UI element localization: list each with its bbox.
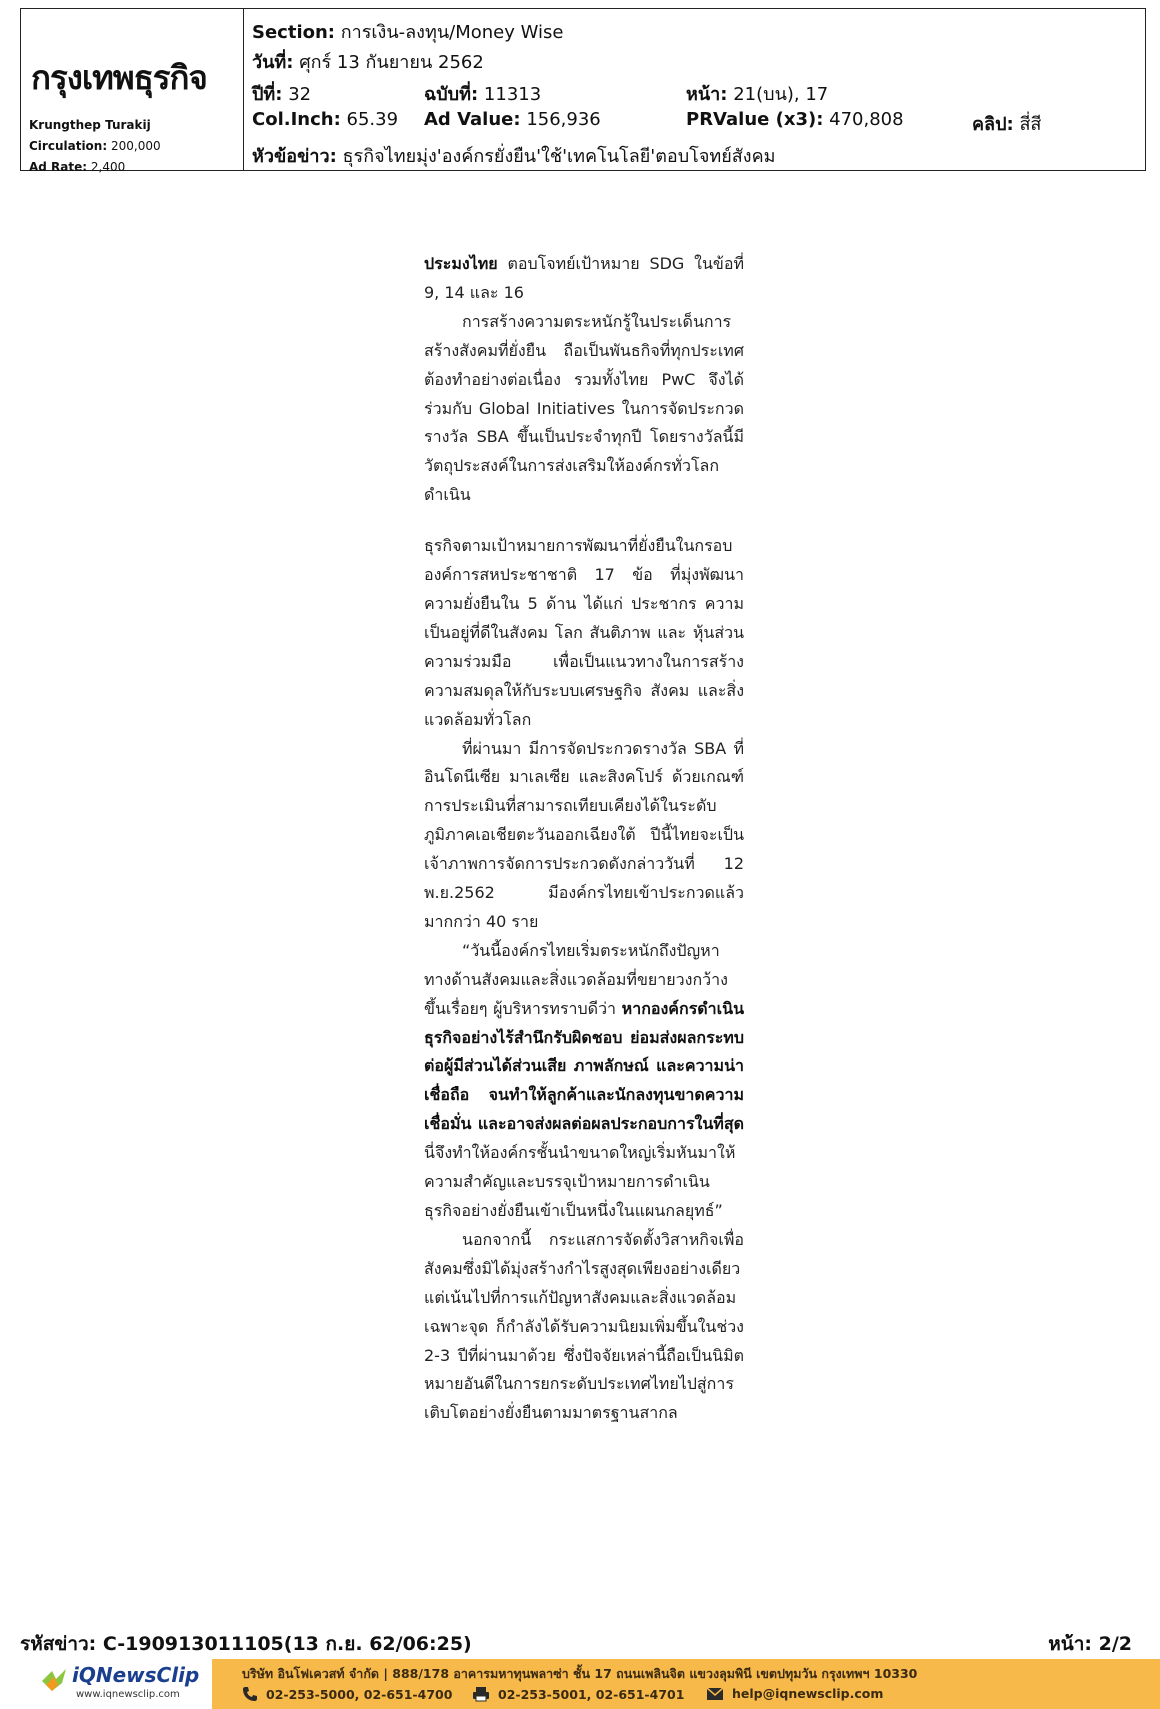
- footer-logo[interactable]: [0, 1659, 212, 1709]
- headline-value: ธุรกิจไทยมุ่ง'องค์กรยั่งยืน'ใช้'เทคโนโลยี'ตอบโจทย์สังคม: [342, 146, 776, 167]
- logo-wordmark: iQNewsClip: [72, 1663, 200, 1687]
- iqnewsclip-logo-icon: [40, 1667, 70, 1693]
- date-row: วันที่: ศุกร์ 13 กันยายน 2562: [252, 52, 484, 73]
- phone-contact: 02-253-5000, 02-651-4700: [242, 1686, 452, 1702]
- column-break: [424, 510, 744, 532]
- clipping-details: [244, 9, 1145, 170]
- company-info: [212, 1659, 1160, 1709]
- email-icon: [706, 1687, 724, 1701]
- year-value: 32: [288, 84, 312, 105]
- phone-icon: [242, 1686, 258, 1702]
- logo-url[interactable]: www.iqnewsclip.com: [76, 1689, 180, 1700]
- article-paragraph: ที่ผ่านมา มีการจัดประกวดรางวัล SBA ที่อินโดนีเซีย มาเลเซีย และสิงคโปร์ ด้วยเกณฑ์การประเมินที่สามารถเทียบเคียงได้ในระดับภูมิภาคเอเชียตะวันออกเฉียงใต้ ปีนี้ไทยจะเป็นเจ้าภาพการจัดการประกวดดังกล่าววันที่ 12 พ.ย.2562 มีองค์กรไทยเข้าประกวดแล้วมากกว่า 40 ราย: [424, 738, 744, 931]
- email-contact[interactable]: help@iqnewsclip.com: [706, 1686, 883, 1701]
- value-row: Col.Inch: 65.39 Ad Value: 156,936 PRValue (x3): 470,808 คลิป: สี่สี: [252, 109, 1042, 135]
- publication-name-en: Krungthep Turakij: [29, 118, 151, 132]
- article-emphasis: หากองค์กรดำเนินธุรกิจอย่างไร้สำนึกรับผิดชอบ ย่อมส่งผลกระทบต่อผู้มีส่วนได้ส่วนเสีย ภาพลักษณ์ และความน่าเชื่อถือ จนทำให้ลูกค้าและนักลงทุนขาดความเชื่อมั่น และอาจส่งผลต่อผลประกอบการในที่สุด: [424, 998, 744, 1134]
- clip-value: สี่สี: [1019, 114, 1042, 135]
- ad-value: 156,936: [526, 109, 601, 130]
- date-value: ศุกร์ 13 กันยายน 2562: [299, 52, 484, 73]
- fax-icon: [472, 1686, 490, 1702]
- circulation-value: 200,000: [110, 139, 161, 153]
- article-quote-paragraph: “วันนี้องค์กรไทยเริ่มตระหนักถึงปัญหาทางด้านสังคมและสิ่งแวดล้อมที่ขยายวงกว้างขึ้นเรื่อยๆ ผู้บริหารทราบดีว่า หากองค์กรดำเนินธุรกิจอย่างไร้สำนึกรับผิดชอบ ย่อมส่งผลกระทบต่อผู้มีส่วนได้ส่วนเสีย ภาพลักษณ์ และความน่าเชื่อถือ จนทำให้ลูกค้าและนักลงทุนขาดความเชื่อมั่น และอาจส่งผลต่อผลประกอบการในที่สุด นี่จึงทำให้องค์กรชั้นนำขนาดใหญ่เริ่มหันมาให้ความสำคัญและบรรจุเป้าหมายการดำเนินธุรกิจอย่างยั่งยืนเข้าเป็นหนึ่งในแผนกลยุทธ์”: [424, 940, 744, 1220]
- company-address: บริษัท อินโฟเควสท์ จำกัด | 888/178 อาคารมหาทุนพลาซ่า ชั้น 17 ถนนเพลินจิต แขวงลุมพินี เขตปทุมวัน กรุงเทพฯ 10330: [242, 1666, 918, 1681]
- publication-name: กรุงเทพธุรกิจ: [31, 58, 207, 97]
- issue-value: 11313: [483, 84, 542, 105]
- section-value: การเงิน-ลงทุน/Money Wise: [340, 22, 564, 43]
- issue-row: ปีที่: 32 ฉบับที่: 11313 หน้า: 21(บน), 17: [252, 84, 829, 105]
- page-indicator: หน้า: 2/2: [1048, 1633, 1132, 1655]
- article-paragraph: นอกจากนี้ กระแสการจัดตั้งวิสาหกิจเพื่อสังคมซึ่งมิได้มุ่งสร้างกำไรสูงสุดเพียงอย่างเดียว แต่เน้นไปที่การแก้ปัญหาสังคมและสิ่งแวดล้อมเฉพาะจุด ก็กำลังได้รับความนิยมเพิ่มขึ้นในช่วง 2-3 ปีที่ผ่านมาด้วย ซึ่งปัจจัยเหล่านี้ถือเป็นนิมิตหมายอันดีในการยกระดับประเทศไทยไปสู่การเติบโตอย่างยั่งยืนตามมาตรฐานสากล: [424, 1229, 744, 1423]
- article-body: [424, 250, 744, 1428]
- headline-row: หัวข้อข่าว: ธุรกิจไทยมุ่ง'องค์กรยั่งยืน'ใช้'เทคโนโลยี'ตอบโจทย์สังคม: [252, 146, 776, 167]
- section-row: Section: การเงิน-ลงทุน/Money Wise: [252, 22, 564, 43]
- article-paragraph: ธุรกิจตามเป้าหมายการพัฒนาที่ยั่งยืนในกรอบองค์การสหประชาชาติ 17 ข้อ ที่มุ่งพัฒนาความยั่งยืนใน 5 ด้าน ได้แก่ ประชากร ความเป็นอยู่ที่ดีในสังคม โลก สันติภาพ และ หุ้นส่วนความร่วมมือ เพื่อเป็นแนวทางในการสร้างความสมดุลให้กับระบบเศรษฐกิจ สังคม และสิ่งแวดล้อมทั่วโลก: [424, 536, 744, 729]
- footer-bar: [0, 1659, 1160, 1709]
- prvalue-value: 470,808: [829, 109, 904, 130]
- article-paragraph: ประมงไทย ตอบโจทย์เป้าหมาย SDG ในข้อที่ 9, 14 และ 16: [424, 254, 744, 302]
- fax-contact: 02-253-5001, 02-651-4701: [472, 1686, 684, 1702]
- publication-meta: Krungthep Turakij Circulation: 200,000 Ad Rate: 2,400: [29, 118, 161, 174]
- colinch-value: 65.39: [346, 109, 399, 130]
- article-paragraph: การสร้างความตระหนักรู้ในประเด็นการสร้างสังคมที่ยั่งยืน ถือเป็นพันธกิจที่ทุกประเทศต้องทำอย่างต่อเนื่อง รวมทั้งไทย PwC จึงได้ร่วมกับ Global Initiatives ในการจัดประกวดรางวัล SBA ขึ้นเป็นประจำทุกปี โดยรางวัลนี้มีวัตถุประสงค์ในการส่งเสริมให้องค์กรทั่วโลกดำเนิน: [424, 311, 744, 505]
- publication-panel: [21, 9, 244, 174]
- clipping-header: [20, 8, 1146, 174]
- news-id: รหัสข่าว: C-190913011105(13 ก.ย. 62/06:25): [20, 1633, 472, 1655]
- page-value: 21(บน), 17: [733, 84, 829, 105]
- ad-rate-value: 2,400: [90, 160, 126, 174]
